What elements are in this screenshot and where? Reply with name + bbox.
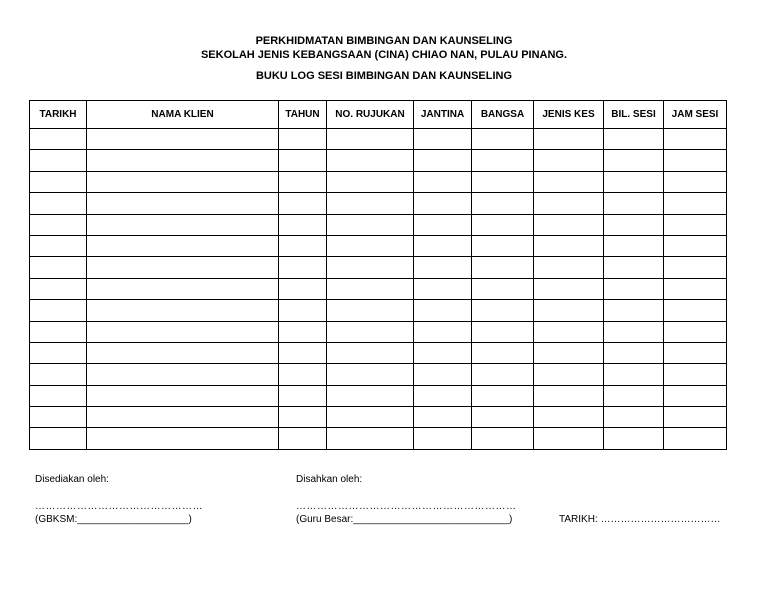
table-cell [279,342,327,363]
table-cell [87,364,279,385]
table-cell [664,235,727,256]
table-cell [30,235,87,256]
table-cell [534,407,604,428]
table-cell [534,257,604,278]
table-row [30,300,727,321]
table-cell [327,193,414,214]
table-cell [327,150,414,171]
table-cell [279,257,327,278]
column-header-bangsa: BANGSA [472,101,534,129]
table-cell [87,171,279,192]
prepared-by-role: (GBKSM:____________________) [35,514,192,525]
table-cell [30,171,87,192]
table-cell [472,193,534,214]
table-cell [472,257,534,278]
table-cell [472,300,534,321]
session-log-table [29,100,727,450]
table-row [30,214,727,235]
department-title: PERKHIDMATAN BIMBINGAN DAN KAUNSELING [255,35,513,47]
table-cell [664,321,727,342]
table-cell [30,214,87,235]
table-cell [327,385,414,406]
table-cell [664,150,727,171]
table-cell [534,278,604,299]
table-cell [664,300,727,321]
table-cell [414,407,472,428]
table-row [30,193,727,214]
table-row [30,385,727,406]
table-cell [472,150,534,171]
table-row [30,342,727,363]
table-cell [87,385,279,406]
table-cell [279,129,327,150]
table-cell [30,321,87,342]
table-cell [87,300,279,321]
table-cell [30,278,87,299]
logbook-title: BUKU LOG SESI BIMBINGAN DAN KAUNSELING [255,70,513,82]
table-cell [279,171,327,192]
column-header-tarikh: TARIKH [30,101,87,129]
table-cell [534,300,604,321]
table-cell [414,171,472,192]
table-cell [30,300,87,321]
table-cell [87,129,279,150]
table-cell [279,214,327,235]
table-row [30,150,727,171]
table-cell [414,150,472,171]
table-cell [664,129,727,150]
table-cell [472,171,534,192]
approved-by-label: Disahkan oleh: [296,474,363,485]
table-cell [327,364,414,385]
table-cell [534,321,604,342]
table-cell [414,321,472,342]
table-cell [664,364,727,385]
table-cell [604,385,664,406]
table-cell [279,235,327,256]
table-cell [327,129,414,150]
table-cell [604,257,664,278]
table-cell [472,278,534,299]
approved-by-signature-line: ……………………………………………………… [296,501,517,512]
table-cell [604,150,664,171]
table-cell [30,257,87,278]
table-cell [664,342,727,363]
table-cell [534,235,604,256]
table-cell [327,342,414,363]
table-cell [664,428,727,449]
table-cell [327,171,414,192]
table-cell [327,300,414,321]
table-cell [604,171,664,192]
table-cell [414,193,472,214]
column-header-jantina: JANTINA [414,101,472,129]
table-cell [414,278,472,299]
table-cell [604,342,664,363]
column-header-nama-klien: NAMA KLIEN [87,101,279,129]
table-cell [30,342,87,363]
table-cell [327,321,414,342]
table-row [30,129,727,150]
table-cell [664,171,727,192]
table-cell [472,342,534,363]
table-body [30,129,727,450]
table-cell [279,321,327,342]
table-cell [472,407,534,428]
table-row [30,235,727,256]
table-cell [414,235,472,256]
table-cell [87,278,279,299]
table-cell [664,278,727,299]
table-cell [327,235,414,256]
table-cell [472,364,534,385]
table-cell [534,364,604,385]
table-cell [87,150,279,171]
table-cell [664,193,727,214]
column-header-no-rujukan: NO. RUJUKAN [327,101,414,129]
table-header-row [30,101,727,129]
table-cell [472,428,534,449]
table-cell [472,235,534,256]
table-cell [414,129,472,150]
table-cell [604,407,664,428]
table-cell [279,407,327,428]
table-cell [327,214,414,235]
table-cell [534,342,604,363]
table-cell [30,150,87,171]
table-cell [414,257,472,278]
table-cell [279,428,327,449]
table-cell [414,342,472,363]
prepared-by-signature-line: ………………………………………… [35,501,203,512]
table-cell [414,214,472,235]
prepared-by-label: Disediakan oleh: [35,474,109,485]
column-header-jenis-kes: JENIS KES [534,101,604,129]
table-cell [87,321,279,342]
column-header-jam-sesi: JAM SESI [664,101,727,129]
table-cell [87,342,279,363]
table-cell [327,428,414,449]
table-cell [414,428,472,449]
table-cell [327,257,414,278]
table-cell [664,257,727,278]
table-cell [30,407,87,428]
table-cell [30,428,87,449]
table-cell [279,150,327,171]
table-cell [604,300,664,321]
table-cell [604,364,664,385]
table-cell [604,214,664,235]
table-cell [414,385,472,406]
table-cell [604,129,664,150]
table-row [30,364,727,385]
table-row [30,257,727,278]
table-cell [534,385,604,406]
table-cell [279,364,327,385]
table-cell [472,385,534,406]
table-cell [30,385,87,406]
table-cell [664,385,727,406]
table-cell [327,407,414,428]
approved-by-role: (Guru Besar:____________________________) [296,514,513,525]
table-row [30,278,727,299]
table-cell [87,193,279,214]
table-cell [604,321,664,342]
table-row [30,321,727,342]
table-cell [604,235,664,256]
table-cell [472,321,534,342]
document-header [0,34,768,83]
table-cell [279,278,327,299]
table-cell [30,193,87,214]
table-cell [30,129,87,150]
table-cell [87,235,279,256]
table-row [30,407,727,428]
table-cell [87,214,279,235]
school-name: SEKOLAH JENIS KEBANGSAAN (CINA) CHIAO NAN, PULAU PINANG. [200,49,568,61]
table-row [30,428,727,449]
table-cell [279,300,327,321]
table-cell [87,257,279,278]
table-cell [279,193,327,214]
table-cell [414,300,472,321]
table-cell [604,428,664,449]
column-header-bil-sesi: BIL. SESI [604,101,664,129]
table-cell [534,129,604,150]
table-cell [87,428,279,449]
date-field: TARIKH: ……………………………… [559,514,721,525]
column-header-tahun: TAHUN [279,101,327,129]
table-cell [604,278,664,299]
table-row [30,171,727,192]
table-cell [414,364,472,385]
table-cell [664,407,727,428]
table-cell [472,214,534,235]
table-cell [664,214,727,235]
table-cell [472,129,534,150]
table-cell [534,171,604,192]
table-cell [30,364,87,385]
table-cell [87,407,279,428]
table-cell [534,150,604,171]
table-cell [534,193,604,214]
table-cell [279,385,327,406]
table-cell [534,214,604,235]
table-cell [604,193,664,214]
table-cell [327,278,414,299]
table-cell [534,428,604,449]
